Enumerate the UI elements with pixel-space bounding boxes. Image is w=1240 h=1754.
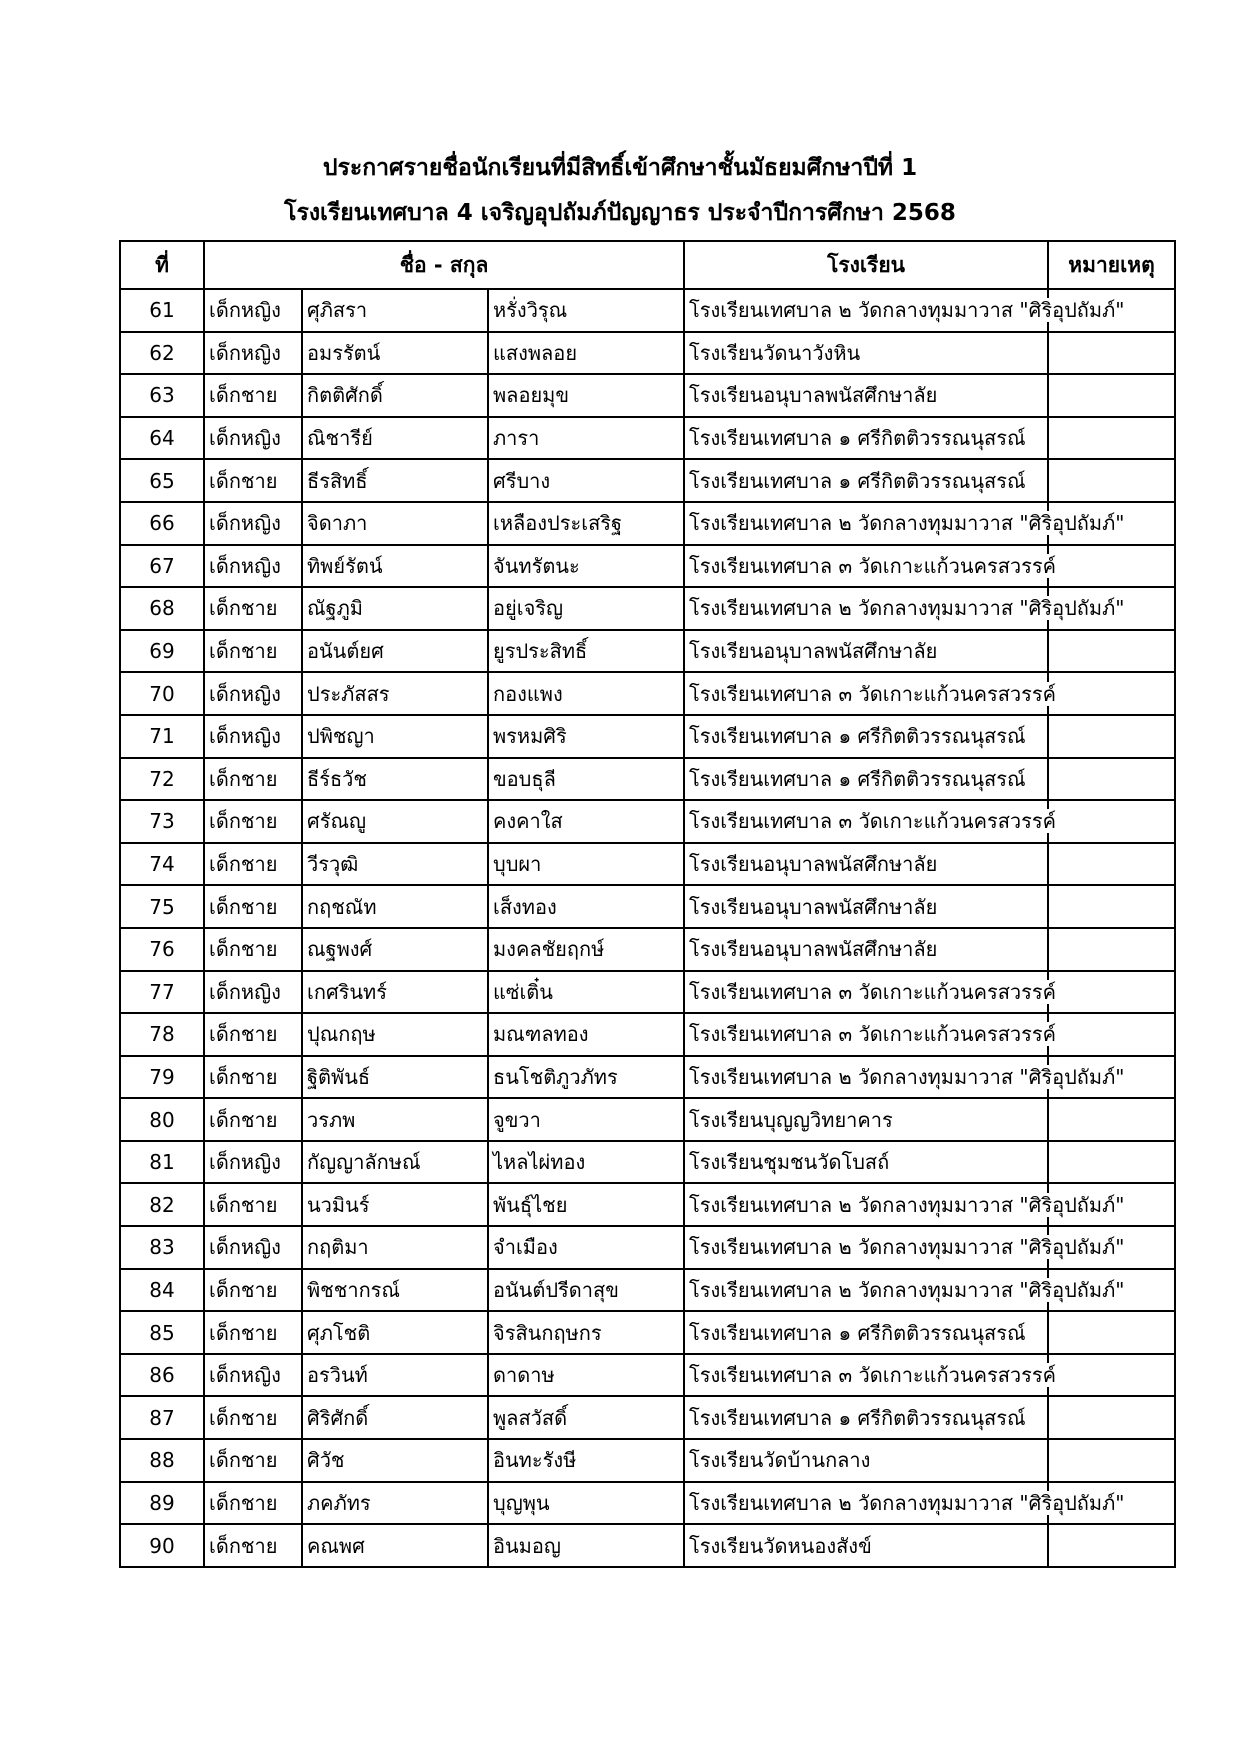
table-row: [120, 1354, 1175, 1397]
row-number: 71: [120, 715, 204, 758]
row-number: 77: [120, 971, 204, 1014]
row-remark: [1048, 1311, 1175, 1354]
table-row: [120, 1183, 1175, 1226]
table-row: [120, 1141, 1175, 1184]
table-row: [120, 971, 1175, 1014]
row-school: โรงเรียนเทศบาล ๒ วัดกลางทุมมาวาส "ศิริอุปถัมภ์": [689, 596, 1125, 621]
row-number: 72: [120, 758, 204, 801]
row-last-name: เส็งทอง: [488, 885, 684, 928]
table-row: [120, 459, 1175, 502]
row-prefix: เด็กชาย: [204, 1183, 302, 1226]
table-row: [120, 758, 1175, 801]
row-prefix: เด็กชาย: [204, 758, 302, 801]
row-last-name: ศรีบาง: [488, 459, 684, 502]
row-school-cell: [684, 800, 1056, 843]
table-row: [120, 1439, 1175, 1482]
row-school-cell: [684, 417, 1048, 460]
row-prefix: เด็กหญิง: [204, 1354, 302, 1397]
row-first-name: เกศรินทร์: [302, 971, 488, 1014]
row-prefix: เด็กชาย: [204, 459, 302, 502]
table-row: [120, 374, 1175, 417]
row-school-cell: [684, 502, 1125, 545]
column-header-remark: หมายเหตุ: [1048, 241, 1175, 289]
row-first-name: อรวินท์: [302, 1354, 488, 1397]
row-first-name: วีรวุฒิ: [302, 843, 488, 886]
row-school: โรงเรียนเทศบาล ๒ วัดกลางทุมมาวาส "ศิริอุปถัมภ์": [689, 1235, 1125, 1260]
row-number: 84: [120, 1269, 204, 1312]
row-number: 61: [120, 289, 204, 332]
table-row: [120, 630, 1175, 673]
table-row: [120, 1482, 1175, 1525]
column-header-school: โรงเรียน: [684, 241, 1048, 289]
table-row: [120, 1311, 1175, 1354]
row-school: โรงเรียนบุญญวิทยาคาร: [689, 1107, 893, 1132]
row-first-name: พิชชากรณ์: [302, 1269, 488, 1312]
row-school-cell: [684, 1396, 1048, 1439]
row-first-name: ภคภัทร: [302, 1482, 488, 1525]
row-prefix: เด็กชาย: [204, 1482, 302, 1525]
row-first-name: ธีร์ธวัช: [302, 758, 488, 801]
row-last-name: พันธุ์ไชย: [488, 1183, 684, 1226]
table-row: [120, 332, 1175, 375]
row-prefix: เด็กหญิง: [204, 971, 302, 1014]
row-first-name: ธีรสิทธิ์: [302, 459, 488, 502]
row-first-name: กัญญาลักษณ์: [302, 1141, 488, 1184]
row-number: 83: [120, 1226, 204, 1269]
row-school-cell: [684, 1013, 1056, 1056]
row-school: โรงเรียนเทศบาล ๓ วัดเกาะแก้วนครสวรรค์: [689, 979, 1056, 1004]
row-remark: [1048, 885, 1175, 928]
row-prefix: เด็กหญิง: [204, 332, 302, 375]
table-row: [120, 289, 1175, 332]
row-school: โรงเรียนเทศบาล ๑ ศรีกิตติวรรณนุสรณ์: [689, 724, 1026, 749]
row-school-cell: [684, 332, 1048, 375]
row-first-name: ศิริศักดิ์: [302, 1396, 488, 1439]
row-prefix: เด็กชาย: [204, 1524, 302, 1567]
row-number: 67: [120, 545, 204, 588]
row-last-name: พรหมศิริ: [488, 715, 684, 758]
table-row: [120, 502, 1175, 545]
row-remark: [1048, 758, 1175, 801]
row-prefix: เด็กชาย: [204, 1056, 302, 1099]
row-number: 65: [120, 459, 204, 502]
row-prefix: เด็กชาย: [204, 885, 302, 928]
row-first-name: อมรรัตน์: [302, 332, 488, 375]
row-school-cell: [684, 587, 1125, 630]
row-last-name: จิรสินกฤษกร: [488, 1311, 684, 1354]
table-row: [120, 1056, 1175, 1099]
row-school: โรงเรียนเทศบาล ๓ วัดเกาะแก้วนครสวรรค์: [689, 809, 1056, 834]
row-prefix: เด็กชาย: [204, 800, 302, 843]
row-remark: [1048, 1439, 1175, 1482]
row-number: 82: [120, 1183, 204, 1226]
row-last-name: แสงพลอย: [488, 332, 684, 375]
row-school: โรงเรียนเทศบาล ๓ วัดเกาะแก้วนครสวรรค์: [689, 681, 1056, 706]
row-remark: [1048, 417, 1175, 460]
row-remark: [1048, 672, 1175, 715]
row-school: โรงเรียนวัดนาวังหิน: [689, 340, 861, 365]
row-prefix: เด็กหญิง: [204, 417, 302, 460]
table-row: [120, 1269, 1175, 1312]
row-first-name: ประภัสสร: [302, 672, 488, 715]
row-school: โรงเรียนเทศบาล ๑ ศรีกิตติวรรณนุสรณ์: [689, 766, 1026, 791]
row-number: 78: [120, 1013, 204, 1056]
row-prefix: เด็กหญิง: [204, 672, 302, 715]
table-body: [120, 289, 1175, 1567]
row-school: โรงเรียนเทศบาล ๒ วัดกลางทุมมาวาส "ศิริอุปถัมภ์": [689, 1490, 1125, 1515]
row-first-name: นวมินร์: [302, 1183, 488, 1226]
row-first-name: ปพิชญา: [302, 715, 488, 758]
row-number: 81: [120, 1141, 204, 1184]
page-title: ประกาศรายชื่อนักเรียนที่มีสิทธิ์เข้าศึกษาชั้นมัธยมศึกษาปีที่ 1: [322, 155, 918, 181]
row-remark: [1048, 1098, 1175, 1141]
row-school-cell: [684, 1226, 1125, 1269]
row-last-name: อนันต์ปรีดาสุข: [488, 1269, 684, 1312]
row-school: โรงเรียนเทศบาล ๑ ศรีกิตติวรรณนุสรณ์: [689, 468, 1026, 493]
row-first-name: อนันต์ยศ: [302, 630, 488, 673]
row-first-name: ศุภิสรา: [302, 289, 488, 332]
row-remark: [1048, 1013, 1175, 1056]
row-school-cell: [684, 1269, 1125, 1312]
row-last-name: พลอยมุข: [488, 374, 684, 417]
row-prefix: เด็กชาย: [204, 630, 302, 673]
row-number: 79: [120, 1056, 204, 1099]
row-school: โรงเรียนอนุบาลพนัสศึกษาลัย: [689, 383, 938, 408]
row-prefix: เด็กชาย: [204, 1311, 302, 1354]
row-school-cell: [684, 459, 1048, 502]
row-school-cell: [684, 1524, 1048, 1567]
row-last-name: ขอบธุลี: [488, 758, 684, 801]
row-school-cell: [684, 715, 1048, 758]
row-remark: [1048, 800, 1175, 843]
row-remark: [1048, 843, 1175, 886]
row-school-cell: [684, 1439, 1048, 1482]
row-number: 75: [120, 885, 204, 928]
row-first-name: กฤชณัท: [302, 885, 488, 928]
row-school-cell: [684, 1183, 1125, 1226]
row-school: โรงเรียนเทศบาล ๑ ศรีกิตติวรรณนุสรณ์: [689, 1320, 1026, 1345]
row-last-name: ภารา: [488, 417, 684, 460]
row-last-name: อินทะรังษี: [488, 1439, 684, 1482]
row-remark: [1048, 715, 1175, 758]
row-school-cell: [684, 1354, 1056, 1397]
row-number: 63: [120, 374, 204, 417]
row-school: โรงเรียนเทศบาล ๓ วัดเกาะแก้วนครสวรรค์: [689, 1363, 1056, 1388]
row-school: โรงเรียนเทศบาล ๓ วัดเกาะแก้วนครสวรรค์: [689, 1022, 1056, 1047]
row-prefix: เด็กหญิง: [204, 502, 302, 545]
row-school-cell: [684, 672, 1056, 715]
row-prefix: เด็กหญิง: [204, 1141, 302, 1184]
row-school-cell: [684, 971, 1056, 1014]
row-school: โรงเรียนเทศบาล ๒ วัดกลางทุมมาวาส "ศิริอุปถัมภ์": [689, 298, 1125, 323]
row-number: 76: [120, 928, 204, 971]
row-prefix: เด็กชาย: [204, 587, 302, 630]
table-row: [120, 1098, 1175, 1141]
row-school: โรงเรียนเทศบาล ๓ วัดเกาะแก้วนครสวรรค์: [689, 553, 1056, 578]
row-remark: [1048, 971, 1175, 1014]
row-last-name: อยู่เจริญ: [488, 587, 684, 630]
page-subtitle: โรงเรียนเทศบาล 4 เจริญอุปถัมภ์ปัญญาธร ประจำปีการศึกษา 2568: [284, 200, 956, 226]
row-prefix: เด็กชาย: [204, 374, 302, 417]
row-remark: [1048, 928, 1175, 971]
row-remark: [1048, 1524, 1175, 1567]
row-first-name: ณิชารีย์: [302, 417, 488, 460]
row-prefix: เด็กชาย: [204, 1396, 302, 1439]
table-row: [120, 715, 1175, 758]
row-school: โรงเรียนอนุบาลพนัสศึกษาลัย: [689, 937, 938, 962]
row-last-name: บุบผา: [488, 843, 684, 886]
row-last-name: ไหลไผ่ทอง: [488, 1141, 684, 1184]
student-roster-table: [119, 240, 1176, 1568]
row-school-cell: [684, 843, 1048, 886]
row-number: 62: [120, 332, 204, 375]
row-prefix: เด็กชาย: [204, 928, 302, 971]
row-remark: [1048, 1354, 1175, 1397]
row-first-name: วรภพ: [302, 1098, 488, 1141]
row-remark: [1048, 545, 1175, 588]
row-last-name: แซ่เติ๋น: [488, 971, 684, 1014]
row-prefix: เด็กชาย: [204, 1269, 302, 1312]
table-row: [120, 1226, 1175, 1269]
row-last-name: ธนโชติภูวภัทร: [488, 1056, 684, 1099]
table-row: [120, 1013, 1175, 1056]
row-school-cell: [684, 928, 1048, 971]
row-first-name: กิตติศักดิ์: [302, 374, 488, 417]
table-row: [120, 672, 1175, 715]
row-number: 69: [120, 630, 204, 673]
row-school: โรงเรียนอนุบาลพนัสศึกษาลัย: [689, 894, 938, 919]
row-last-name: ดาดาษ: [488, 1354, 684, 1397]
row-last-name: พูลสวัสดิ์: [488, 1396, 684, 1439]
row-school: โรงเรียนเทศบาล ๒ วัดกลางทุมมาวาส "ศิริอุปถัมภ์": [689, 1064, 1125, 1089]
row-first-name: กฤติมา: [302, 1226, 488, 1269]
row-number: 70: [120, 672, 204, 715]
row-first-name: ณฐพงศ์: [302, 928, 488, 971]
row-prefix: เด็กหญิง: [204, 289, 302, 332]
row-number: 87: [120, 1396, 204, 1439]
row-prefix: เด็กหญิง: [204, 1226, 302, 1269]
row-school: โรงเรียนเทศบาล ๑ ศรีกิตติวรรณนุสรณ์: [689, 426, 1026, 451]
row-first-name: ฐิติพันธ์: [302, 1056, 488, 1099]
row-school: โรงเรียนชุมชนวัดโบสถ์: [689, 1150, 890, 1175]
table-row: [120, 417, 1175, 460]
row-school-cell: [684, 885, 1048, 928]
row-prefix: เด็กหญิง: [204, 545, 302, 588]
row-number: 73: [120, 800, 204, 843]
row-number: 85: [120, 1311, 204, 1354]
row-school: โรงเรียนวัดหนองสังข์: [689, 1533, 872, 1558]
row-school: โรงเรียนเทศบาล ๒ วัดกลางทุมมาวาส "ศิริอุปถัมภ์": [689, 511, 1125, 536]
table-row: [120, 800, 1175, 843]
row-school-cell: [684, 1098, 1048, 1141]
table-row: [120, 843, 1175, 886]
row-number: 86: [120, 1354, 204, 1397]
row-first-name: ทิพย์รัตน์: [302, 545, 488, 588]
row-school-cell: [684, 374, 1048, 417]
row-prefix: เด็กชาย: [204, 1439, 302, 1482]
row-last-name: กองแพง: [488, 672, 684, 715]
table-row: [120, 587, 1175, 630]
row-remark: [1048, 630, 1175, 673]
row-prefix: เด็กชาย: [204, 843, 302, 886]
row-number: 89: [120, 1482, 204, 1525]
row-school: โรงเรียนเทศบาล ๒ วัดกลางทุมมาวาส "ศิริอุปถัมภ์": [689, 1192, 1125, 1217]
row-remark: [1048, 1396, 1175, 1439]
row-school-cell: [684, 1482, 1125, 1525]
row-last-name: ยูรประสิทธิ์: [488, 630, 684, 673]
row-first-name: ศรัณญู: [302, 800, 488, 843]
column-header-name: ชื่อ - สกุล: [204, 241, 684, 289]
row-remark: [1048, 1141, 1175, 1184]
row-number: 68: [120, 587, 204, 630]
row-prefix: เด็กหญิง: [204, 715, 302, 758]
column-header-number: ที่: [120, 241, 204, 289]
row-last-name: หรั่งวิรุณ: [488, 289, 684, 332]
row-prefix: เด็กชาย: [204, 1098, 302, 1141]
row-last-name: เหลืองประเสริฐ: [488, 502, 684, 545]
row-first-name: จิดาภา: [302, 502, 488, 545]
row-school: โรงเรียนอนุบาลพนัสศึกษาลัย: [689, 852, 938, 877]
row-last-name: มงคลชัยฤกษ์: [488, 928, 684, 971]
row-number: 64: [120, 417, 204, 460]
row-first-name: ปุณกฤษ: [302, 1013, 488, 1056]
row-school-cell: [684, 1141, 1048, 1184]
table-row: [120, 1524, 1175, 1567]
row-last-name: จูขวา: [488, 1098, 684, 1141]
row-number: 66: [120, 502, 204, 545]
row-remark: [1048, 332, 1175, 375]
row-last-name: คงคาใส: [488, 800, 684, 843]
table-row: [120, 885, 1175, 928]
row-school-cell: [684, 1056, 1125, 1099]
row-last-name: มณฑลทอง: [488, 1013, 684, 1056]
row-last-name: จำเมือง: [488, 1226, 684, 1269]
row-school-cell: [684, 630, 1048, 673]
row-school: โรงเรียนเทศบาล ๑ ศรีกิตติวรรณนุสรณ์: [689, 1405, 1026, 1430]
row-school-cell: [684, 545, 1056, 588]
row-last-name: บุญพุน: [488, 1482, 684, 1525]
table-row: [120, 928, 1175, 971]
row-prefix: เด็กชาย: [204, 1013, 302, 1056]
row-last-name: จันทรัตนะ: [488, 545, 684, 588]
row-remark: [1048, 374, 1175, 417]
row-school-cell: [684, 758, 1048, 801]
table-row: [120, 1396, 1175, 1439]
row-school-cell: [684, 1311, 1048, 1354]
row-first-name: ศุภโชติ: [302, 1311, 488, 1354]
row-school: โรงเรียนอนุบาลพนัสศึกษาลัย: [689, 639, 938, 664]
row-number: 74: [120, 843, 204, 886]
row-last-name: อินมอญ: [488, 1524, 684, 1567]
row-number: 88: [120, 1439, 204, 1482]
row-school-cell: [684, 289, 1125, 332]
row-first-name: ศิวัช: [302, 1439, 488, 1482]
row-number: 80: [120, 1098, 204, 1141]
row-school: โรงเรียนวัดบ้านกลาง: [689, 1448, 871, 1473]
table-row: [120, 545, 1175, 588]
row-first-name: ณัฐภูมิ: [302, 587, 488, 630]
row-school: โรงเรียนเทศบาล ๒ วัดกลางทุมมาวาส "ศิริอุปถัมภ์": [689, 1277, 1125, 1302]
row-remark: [1048, 459, 1175, 502]
row-first-name: คณพศ: [302, 1524, 488, 1567]
table-header-row: [120, 241, 1175, 289]
row-number: 90: [120, 1524, 204, 1567]
